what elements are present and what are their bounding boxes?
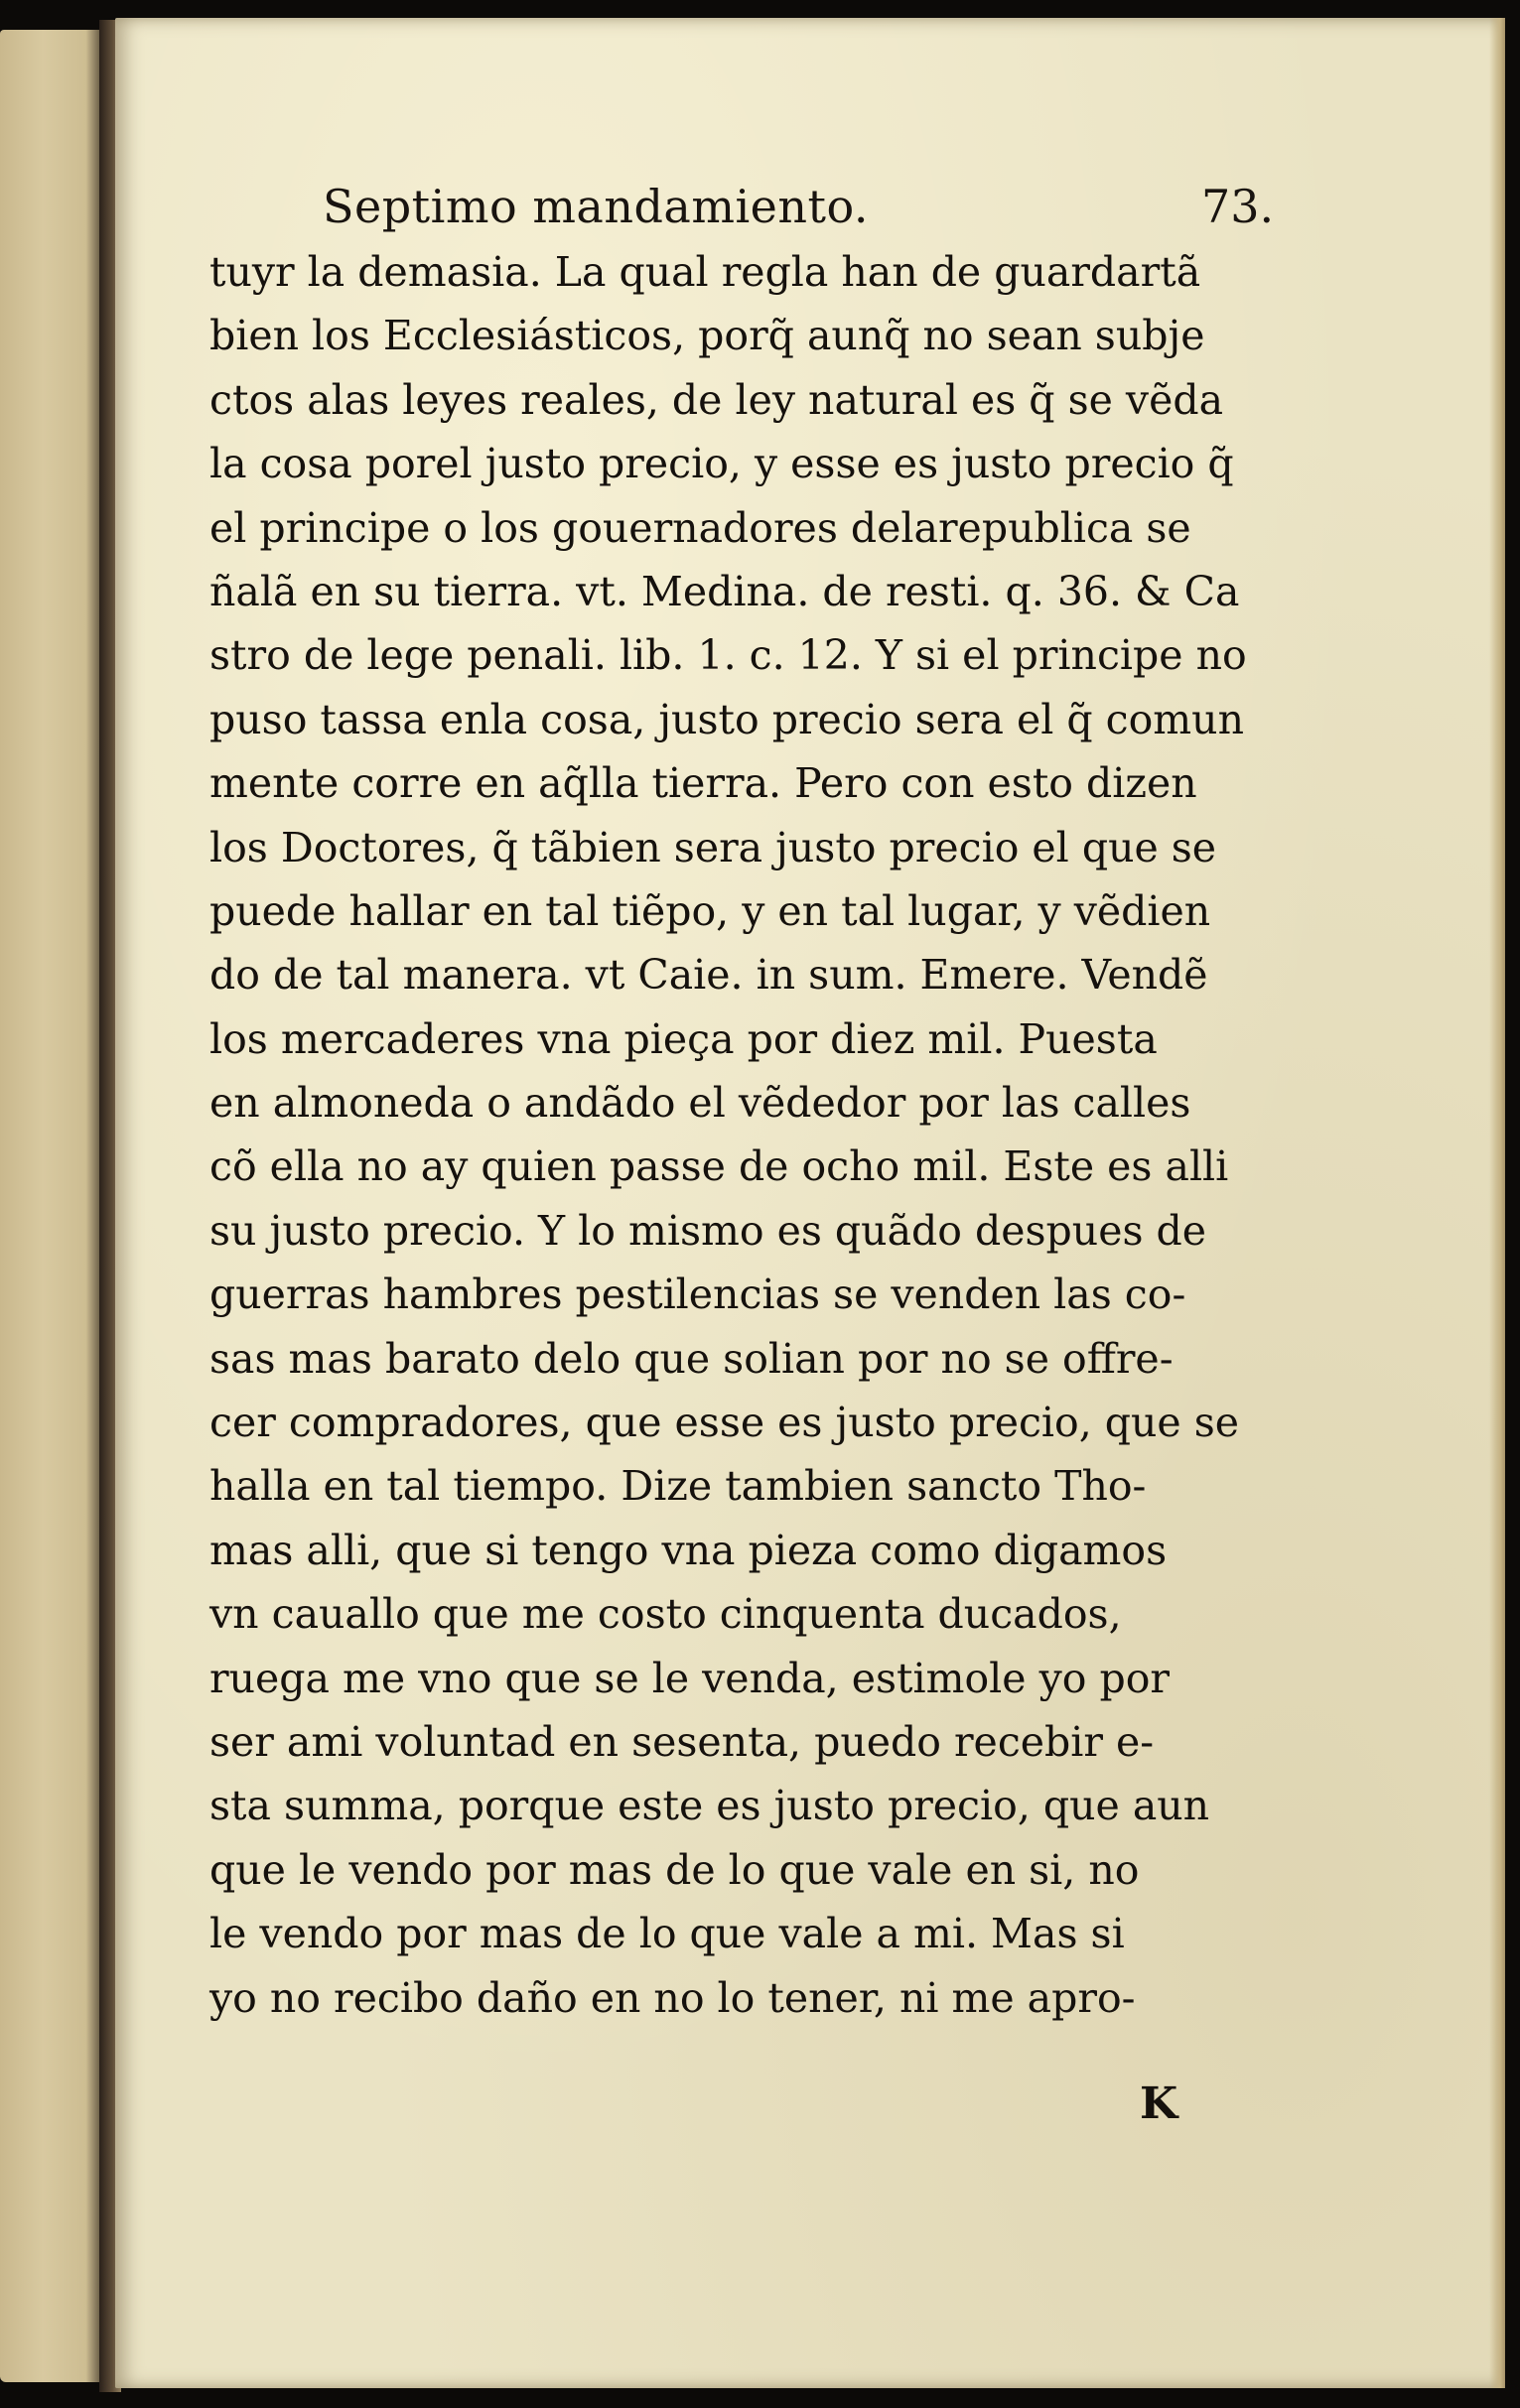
text-line: cer compradores, que esse es justo precio, que se [209,1399,1240,1447]
text-line: ser ami voluntad en sesenta, puedo recebir e- [209,1717,1155,1766]
text-line: tuyr la demasia. La qual regla han de guardartã [209,248,1201,296]
signature-mark: K [1140,2078,1178,2129]
text-line: halla en tal tiempo. Dize tambien sancto Tho- [209,1462,1147,1511]
text-line: do de tal manera. vt Caie. in sum. Emere. Vendẽ [209,951,1208,1000]
text-line: puso tassa enla cosa, justo precio sera el q̃ comun [209,695,1244,743]
page-number: 73. [1201,180,1275,233]
text-line: su justo precio. Y lo mismo es quãdo despues de [209,1206,1207,1255]
page-fore-edge [1489,18,1505,2388]
text-line: sas mas barato delo que solian por no se offre- [209,1334,1174,1383]
text-line: guerras hambres pestilencias se venden las co- [209,1271,1186,1319]
text-line: el principe o los gouernadores delarepublica se [209,503,1191,552]
text-line: mente corre en aq̃lla tierra. Pero con esto dizen [209,759,1197,808]
text-line: la cosa porel justo precio, y esse es justo precio q̃ [209,440,1234,488]
text-line: en almoneda o andãdo el vẽdedor por las calles [209,1079,1191,1128]
text-line: ruega me vno que se le venda, estimole yo por [209,1654,1171,1702]
facing-page-edge [0,30,107,2382]
body-text [209,240,1361,2030]
page-header [323,169,1315,244]
text-line: vn cauallo que me costo cinquenta ducados, [209,1590,1122,1639]
text-line: sta summa, porque este es justo precio, que aun [209,1782,1210,1830]
text-line: mas alli, que si tengo vna pieza como digamos [209,1526,1168,1574]
text-line: stro de lege penali. lib. 1. c. 12. Y si el principe no [209,631,1247,680]
text-line: puede hallar en tal tiẽpo, y en tal lugar, y vẽdien [209,886,1211,935]
text-line: le vendo por mas de lo que vale a mi. Mas si [209,1910,1125,1958]
text-line: ñalã en su tierra. vt. Medina. de resti. q. 36. & Ca [209,567,1240,615]
text-line: que le vendo por mas de lo que vale en si, no [209,1845,1140,1894]
text-line: bien los Ecclesiásticos, porq̃ aunq̃ no sean subje [209,312,1205,360]
text-line: cõ ella no ay quien passe de ocho mil. Este es alli [209,1142,1229,1191]
text-line: ctos alas leyes reales, de ley natural es q̃ se vẽda [209,375,1224,424]
text-line: yo no recibo daño en no lo tener, ni me apro- [209,1973,1136,2022]
text-line: los Doctores, q̃ tãbien sera justo precio el que se [209,823,1217,871]
running-title: Septimo mandamiento. [323,180,870,233]
text-line: los mercaderes vna pieça por diez mil. Puesta [209,1014,1158,1063]
